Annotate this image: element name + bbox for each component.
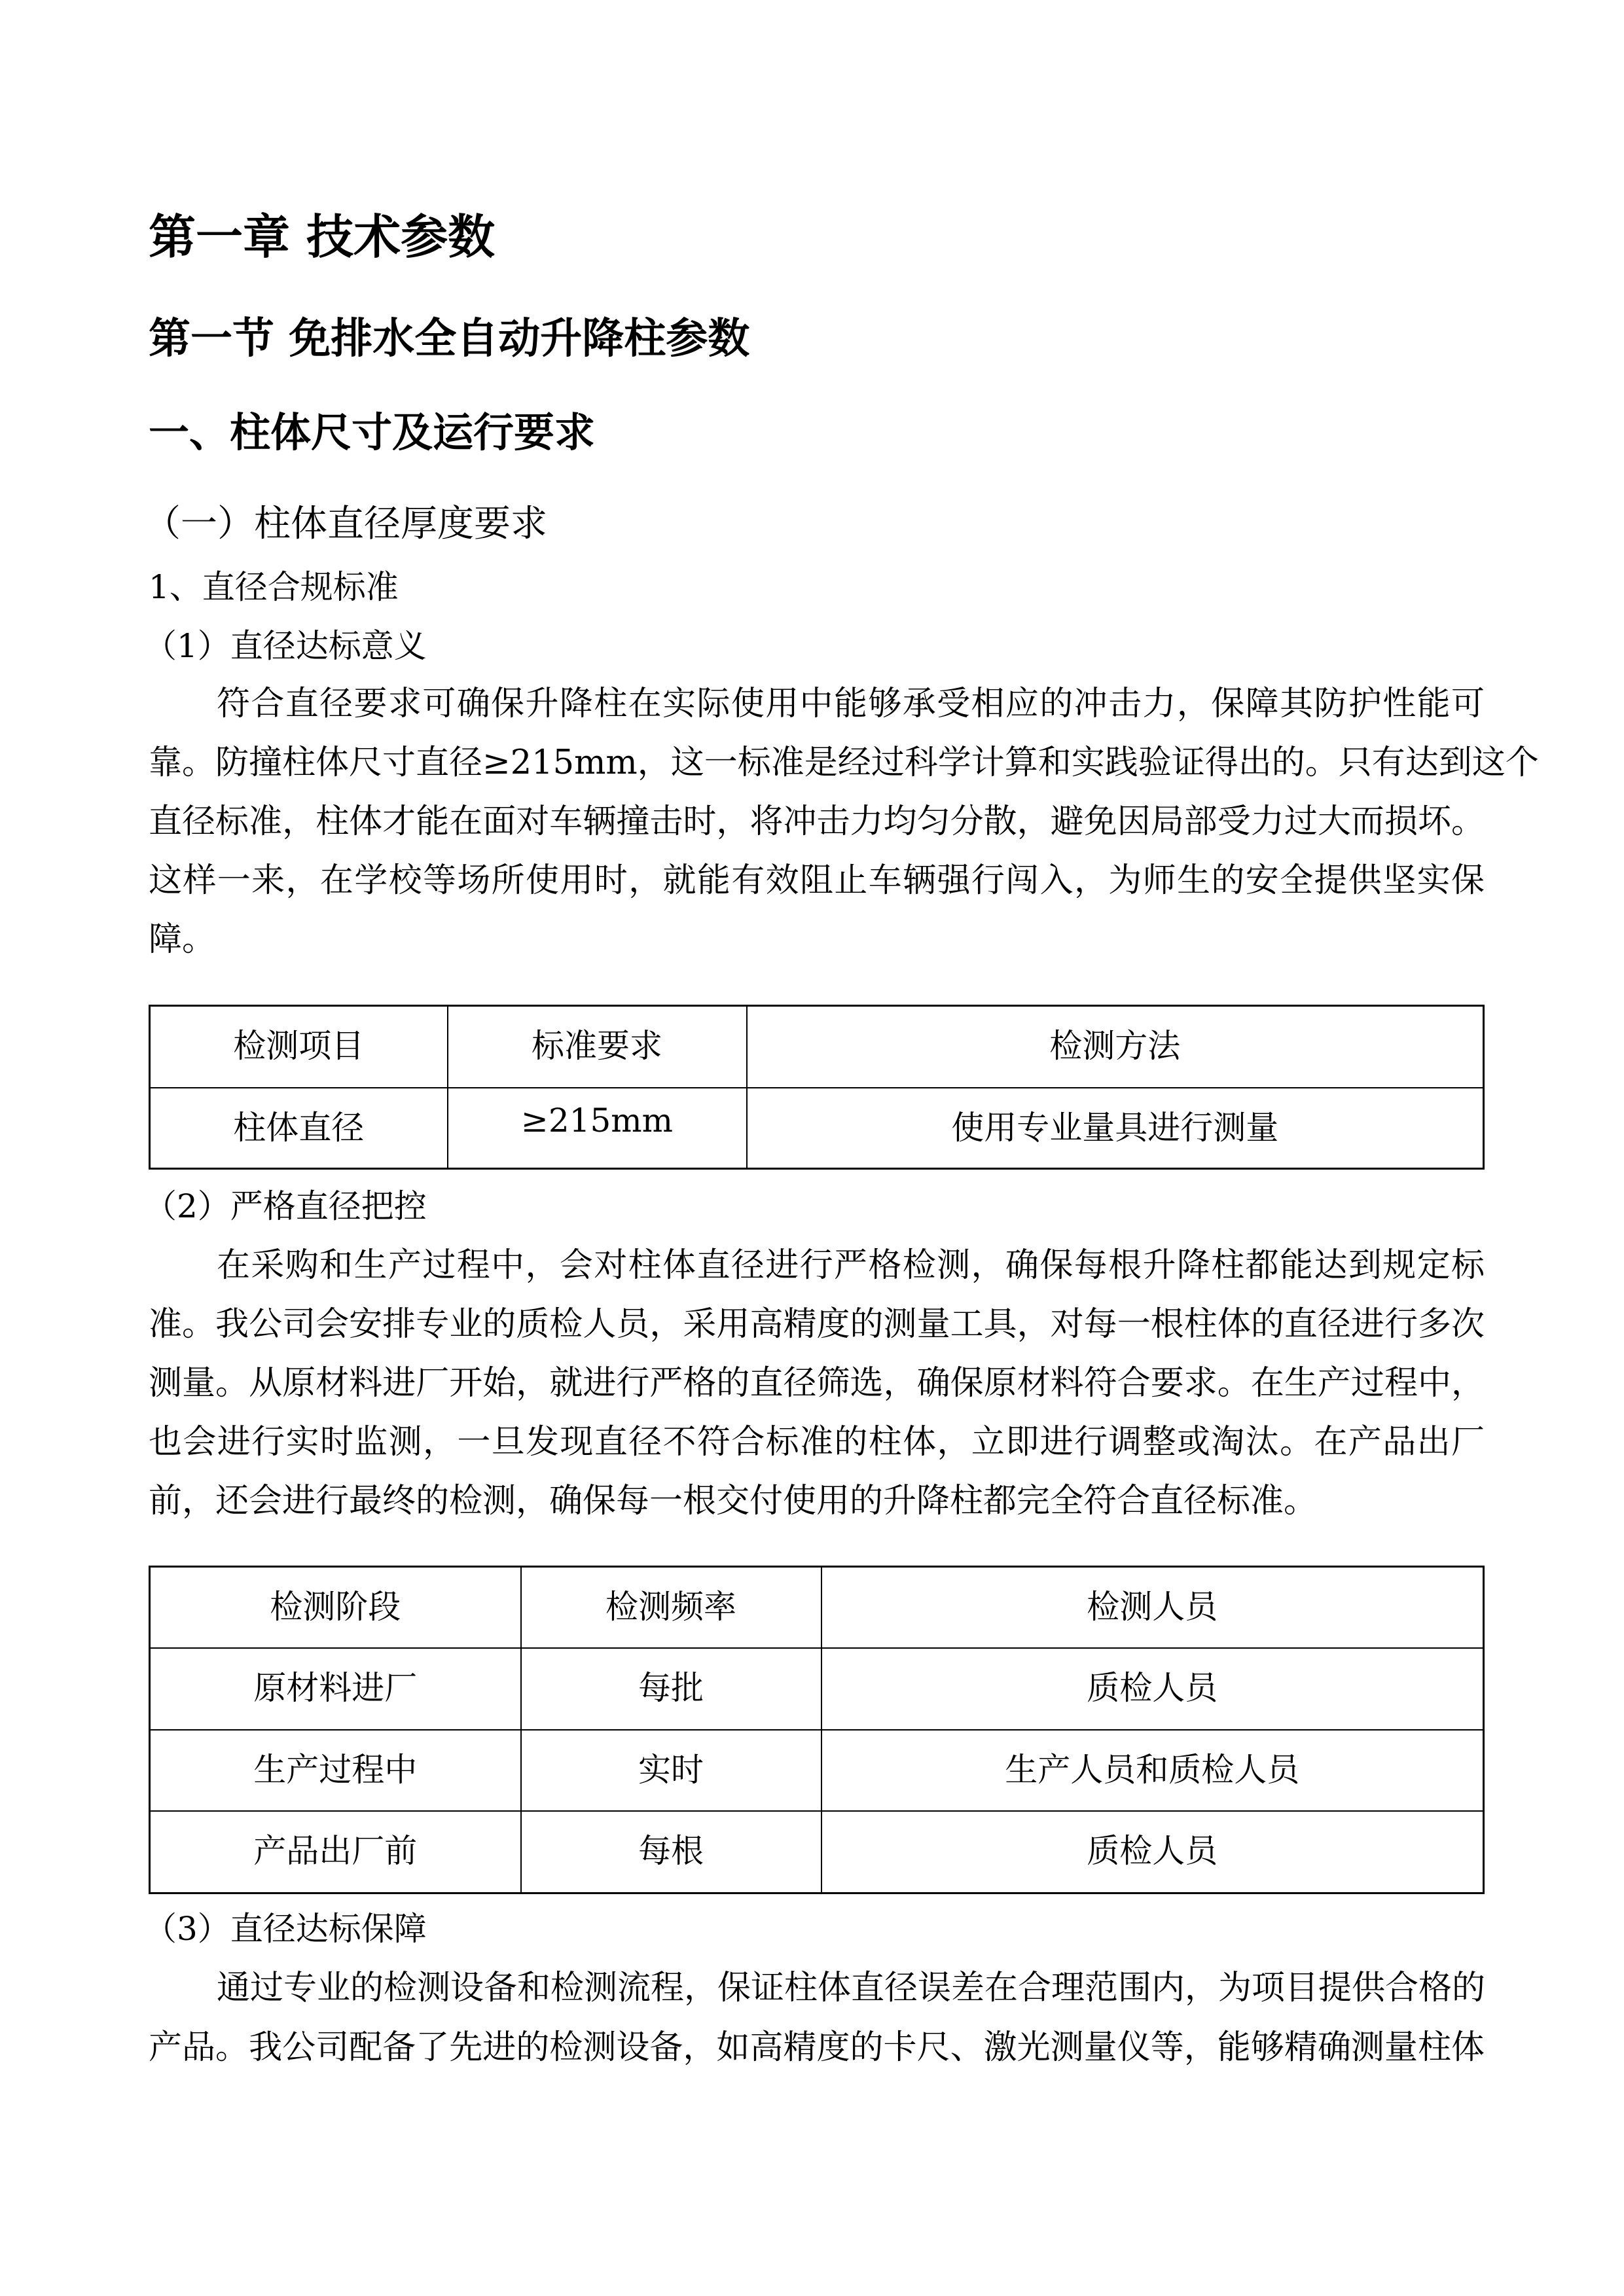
paragraph-line: 也会进行实时监测，一旦发现直径不符合标准的柱体，立即进行调整或淘汰。在产品出厂 [149, 1423, 1485, 1462]
subsection-title: 一、柱体尺寸及运行要求 [149, 408, 596, 456]
table-row [150, 1730, 1484, 1811]
diameter-standard-table [149, 1005, 1485, 1170]
table-cell: 使用专业量具进行测量 [747, 1088, 1484, 1169]
chapter-title: 第一章 技术参数 [149, 209, 496, 264]
table-cell: 生产过程中 [150, 1730, 521, 1811]
paragraph-line: 测量。从原材料进厂开始，就进行严格的直径筛选，确保原材料符合要求。在生产过程中， [149, 1364, 1485, 1403]
paragraph-line: 靠。防撞柱体尺寸直径≥215mm，这一标准是经过科学计算和实践验证得出的。只有达到这个 [149, 744, 1539, 782]
table-cell: 质检人员 [821, 1648, 1484, 1730]
table-header-cell: 标准要求 [448, 1006, 747, 1088]
paragraph-line: 符合直径要求可确保升降柱在实际使用中能够承受相应的冲击力，保障其防护性能可 [217, 685, 1485, 723]
table-row [150, 1088, 1484, 1169]
table-header-row [150, 1006, 1484, 1088]
table-cell: 实时 [521, 1730, 821, 1811]
table-row [150, 1648, 1484, 1730]
item-heading: 1、直径合规标准 [149, 568, 399, 606]
paragraph-line: 通过专业的检测设备和检测流程，保证柱体直径误差在合理范围内，为项目提供合格的 [217, 1969, 1486, 2007]
table-header-cell: 检测人员 [821, 1567, 1484, 1648]
table-header-cell: 检测项目 [150, 1006, 448, 1088]
table-cell: 原材料进厂 [150, 1648, 521, 1730]
sub-subsection-title: （一）柱体直径厚度要求 [144, 503, 547, 545]
table-header-cell: 检测阶段 [150, 1567, 521, 1648]
inspection-stage-table [149, 1566, 1485, 1894]
paragraph-line: 障。 [149, 920, 216, 959]
paragraph-line: 产品。我公司配备了先进的检测设备，如高精度的卡尺、激光测量仪等，能够精确测量柱体 [149, 2028, 1485, 2067]
paragraph-line: 这样一来，在学校等场所使用时，就能有效阻止车辆强行闯入，为师生的安全提供坚实保 [149, 861, 1485, 900]
paragraph-line: 前，还会进行最终的检测，确保每一根交付使用的升降柱都完全符合直径标准。 [149, 1482, 1318, 1520]
item-heading: （1）直径达标意义 [144, 627, 427, 665]
table-cell: 柱体直径 [150, 1088, 448, 1169]
table-cell: ≥215mm [448, 1088, 747, 1169]
table-cell: 生产人员和质检人员 [821, 1730, 1484, 1811]
section-title: 第一节 免排水全自动升降柱参数 [149, 314, 750, 363]
table-cell: 质检人员 [821, 1811, 1484, 1893]
paragraph-line: 在采购和生产过程中，会对柱体直径进行严格检测，确保每根升降柱都能达到规定标 [217, 1246, 1485, 1285]
paragraph-line: 准。我公司会安排专业的质检人员，采用高精度的测量工具，对每一根柱体的直径进行多次 [149, 1305, 1485, 1344]
table-header-cell: 检测方法 [747, 1006, 1484, 1088]
table-row [150, 1811, 1484, 1893]
table-cell: 产品出厂前 [150, 1811, 521, 1893]
table-cell: 每批 [521, 1648, 821, 1730]
table-header-cell: 检测频率 [521, 1567, 821, 1648]
table-header-row [150, 1567, 1484, 1648]
table-cell: 每根 [521, 1811, 821, 1893]
item-heading: （3）直径达标保障 [144, 1910, 427, 1948]
item-heading: （2）严格直径把控 [144, 1187, 427, 1225]
paragraph-line: 直径标准，柱体才能在面对车辆撞击时，将冲击力均匀分散，避免因局部受力过大而损坏。 [149, 802, 1485, 841]
